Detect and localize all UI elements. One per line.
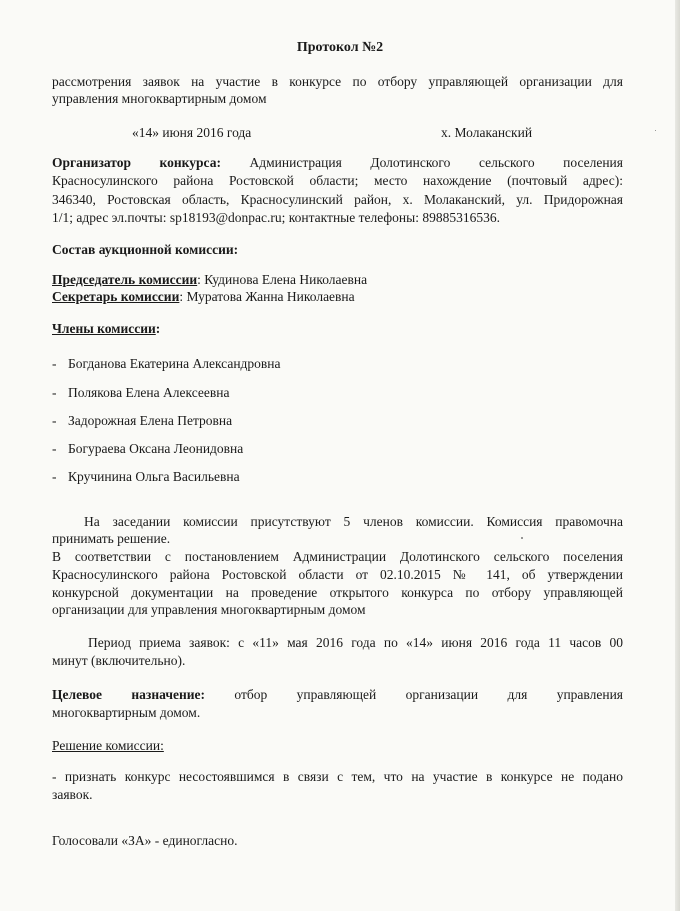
basis-line-4: организации для управления многоквартирным домом [52,602,366,617]
protocol-place: х. Молаканский [441,125,533,140]
bullet-dash: - [52,356,57,371]
secretary-row [52,288,355,305]
chair-label: Председатель комиссии [52,272,198,287]
secretary-name: : Муратова Жанна Николаевна [179,289,355,304]
list-item [52,384,229,401]
purpose-line-1 [52,686,623,703]
list-item [52,355,281,372]
organizer-line-1 [52,154,623,171]
bullet-dash: - [52,413,57,428]
organizer-label: Организатор конкурса: [52,155,221,170]
members-heading: Члены комиссии [52,321,156,336]
members-heading-row [52,320,160,337]
basis-line-2: Красносулинского района Ростовской области от 02.10.2015 № 141, об утверждении [52,567,623,582]
document-title: Протокол №2 [296,40,384,55]
scan-speck [655,130,656,131]
subtitle-line-1: рассмотрения заявок на участие в конкурсе по отбору управляющей организации для [52,74,623,89]
member-name: Задорожная Елена Петровна [68,413,233,428]
scan-speck [521,537,523,539]
quorum-line-1: На заседании комиссии присутствуют 5 членов комиссии. Комиссия правомочна [84,514,623,529]
member-name: Богданова Екатерина Александровна [68,356,281,371]
chair-name: : Кудинова Елена Николаевна [197,272,368,287]
decision-line-2: заявок. [52,787,93,802]
list-item [52,412,232,429]
subtitle-line-2: управления многоквартирным домом [52,91,267,106]
vote-result: Голосовали «ЗА» - единогласно. [52,833,238,848]
purpose-line-2: многоквартирным домом. [52,705,201,720]
commission-heading: Состав аукционной комиссии: [52,242,239,257]
bullet-dash: - [52,385,57,400]
organizer-line-4: 1/1; адрес эл.почты: sp18193@donpac.ru; контактные телефоны: 89885316536. [52,210,500,225]
protocol-date: «14» июня 2016 года [132,125,252,140]
member-name: Богураева Оксана Леонидовна [68,441,244,456]
basis-line-3: конкурсной документации на проведение открытого конкурса по отбору управляющей [52,585,623,600]
organizer-line-2: Красносулинского района Ростовской области; место нахождение (почтовый адрес): [52,173,623,188]
period-line-1: Период приема заявок: с «11» мая 2016 года по «14» июня 2016 года 11 часов 00 [88,635,623,650]
organizer-name: Администрация Долотинского сельского поселения [249,155,623,170]
chair-row [52,271,367,288]
purpose-text: отбор управляющей организации для управления [234,687,623,702]
list-item [52,440,243,457]
decision-line-1: - признать конкурс несостоявшимся в связи с тем, что на участие в конкурсе не подано [52,769,623,784]
organizer-line-3: 346340, Ростовская область, Красносулинский район, х. Молаканский, ул. Придорожная [52,192,623,207]
period-line-2: минут (включительно). [52,653,186,668]
secretary-label: Секретарь комиссии [52,289,180,304]
list-item [52,468,240,485]
quorum-line-2: принимать решение. [52,531,171,546]
bullet-dash: - [52,469,57,484]
members-heading-colon: : [155,321,161,336]
bullet-dash: - [52,441,57,456]
page-edge-shadow [675,0,680,911]
purpose-label: Целевое назначение: [52,687,205,702]
member-name: Полякова Елена Алексеевна [68,385,230,400]
member-name: Кручинина Ольга Васильевна [68,469,240,484]
decision-heading: Решение комиссии: [52,738,164,753]
basis-line-1: В соответствии с постановлением Администрации Долотинского сельского поселения [52,549,623,564]
